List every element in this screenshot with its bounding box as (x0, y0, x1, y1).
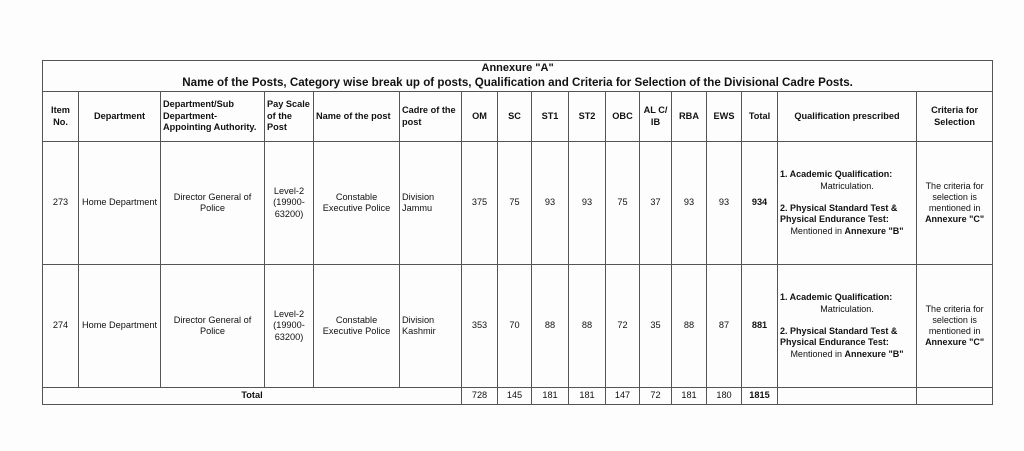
total-grand: 1815 (742, 388, 778, 405)
annexure-b-ref: Annexure "B" (844, 348, 904, 359)
header-criteria: Criteria for Selection (917, 92, 993, 142)
cell-obc: 72 (606, 265, 640, 388)
physical-heading: 2. Physical Standard Test & Physical Endurance Test: (780, 326, 898, 348)
cell-om: 375 (462, 142, 498, 265)
cell-criteria (917, 265, 993, 388)
cell-qualification (778, 265, 917, 388)
header-ews: EWS (707, 92, 742, 142)
totals-row (43, 388, 993, 405)
header-total: Total (742, 92, 778, 142)
total-qualification-empty (778, 388, 917, 405)
total-ews: 180 (707, 388, 742, 405)
cell-qualification (778, 142, 917, 265)
cell-item-no: 273 (43, 142, 79, 265)
physical-prefix: Mentioned in (790, 225, 842, 236)
cell-om: 353 (462, 265, 498, 388)
physical-note (780, 226, 914, 237)
physical-prefix: Mentioned in (790, 348, 842, 359)
total-rba: 181 (672, 388, 707, 405)
posts-table (42, 60, 993, 405)
header-post-name: Name of the post (314, 92, 400, 142)
cell-alc: 37 (640, 142, 672, 265)
header-qualification: Qualification prescribed (778, 92, 917, 142)
header-cadre: Cadre of the post (400, 92, 462, 142)
table-row (43, 265, 993, 388)
academic-heading: 1. Academic Qualification: (780, 292, 893, 303)
header-department: Department (79, 92, 161, 142)
cell-ews: 87 (707, 265, 742, 388)
header-sc: SC (498, 92, 532, 142)
academic-value: Matriculation. (820, 180, 874, 191)
annexure-label: Annexure "A" (481, 62, 554, 74)
cell-pay-scale: Level-2 (19900-63200) (265, 142, 314, 265)
header-om: OM (462, 92, 498, 142)
total-obc: 147 (606, 388, 640, 405)
total-om: 728 (462, 388, 498, 405)
cell-rba: 88 (672, 265, 707, 388)
cell-alc: 35 (640, 265, 672, 388)
totals-label: Total (43, 388, 462, 405)
cell-post-name: Constable Executive Police (314, 265, 400, 388)
annexure-c-ref: Annexure "C" (925, 337, 985, 348)
annexure-b-ref: Annexure "B" (844, 225, 904, 236)
header-item-no: Item No. (43, 92, 79, 142)
total-sc: 145 (498, 388, 532, 405)
header-st1: ST1 (532, 92, 569, 142)
cell-post-name: Constable Executive Police (314, 142, 400, 265)
physical-heading: 2. Physical Standard Test & Physical Endurance Test: (780, 203, 898, 225)
annexure-sheet (42, 60, 992, 422)
cell-sc: 70 (498, 265, 532, 388)
cell-pay-scale: Level-2 (19900-63200) (265, 265, 314, 388)
header-row (43, 92, 993, 142)
total-alc: 72 (640, 388, 672, 405)
header-st2: ST2 (569, 92, 606, 142)
cell-total: 934 (742, 142, 778, 265)
academic-heading: 1. Academic Qualification: (780, 169, 893, 180)
cell-ews: 93 (707, 142, 742, 265)
header-pay-scale: Pay Scale of the Post (265, 92, 314, 142)
cell-cadre: Division Jammu (400, 142, 462, 265)
header-rba: RBA (672, 92, 707, 142)
academic-value: Matriculation. (820, 303, 874, 314)
caption-cell (43, 61, 993, 92)
document-title: Name of the Posts, Category wise break up of posts, Qualification and Criteria for Selection of the Divisional Cadre Posts. (182, 75, 853, 89)
caption-row (43, 61, 993, 92)
cell-department: Home Department (79, 265, 161, 388)
physical-note (780, 349, 914, 360)
total-st1: 181 (532, 388, 569, 405)
cell-st1: 88 (532, 265, 569, 388)
cell-criteria (917, 142, 993, 265)
table-row (43, 142, 993, 265)
cell-total: 881 (742, 265, 778, 388)
cell-appointing-authority: Director General of Police (161, 142, 265, 265)
annexure-c-ref: Annexure "C" (925, 214, 985, 225)
cell-st2: 88 (569, 265, 606, 388)
cell-item-no: 274 (43, 265, 79, 388)
header-appointing-authority: Department/Sub Department- Appointing Authority. (161, 92, 265, 142)
cell-obc: 75 (606, 142, 640, 265)
total-st2: 181 (569, 388, 606, 405)
cell-st1: 93 (532, 142, 569, 265)
criteria-text: The criteria for selection is mentioned in (925, 303, 984, 337)
cell-rba: 93 (672, 142, 707, 265)
cell-sc: 75 (498, 142, 532, 265)
cell-cadre: Division Kashmir (400, 265, 462, 388)
header-obc: OBC (606, 92, 640, 142)
criteria-text: The criteria for selection is mentioned in (925, 180, 984, 214)
cell-st2: 93 (569, 142, 606, 265)
cell-department: Home Department (79, 142, 161, 265)
cell-appointing-authority: Director General of Police (161, 265, 265, 388)
header-alc: AL C/ IB (640, 92, 672, 142)
total-criteria-empty (917, 388, 993, 405)
